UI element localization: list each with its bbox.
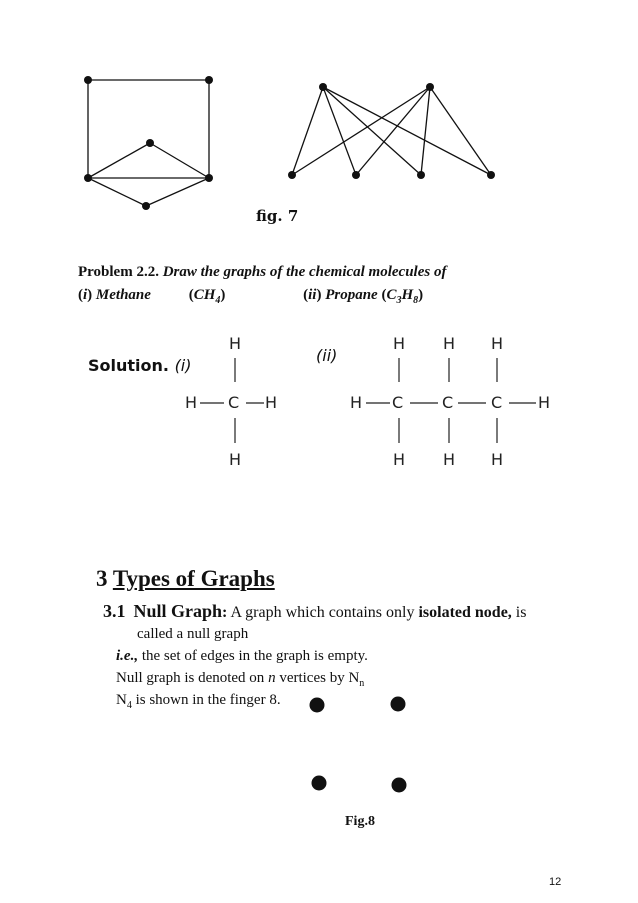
solution-part-2-label: (ii) [316,346,338,365]
propane-atom-h-top-1: H [393,334,406,353]
vertex [312,776,327,791]
vertex [310,698,325,713]
subsection-number: 3.1 [103,601,126,621]
subsection-text-bold: isolated node, [418,604,512,621]
propane-atom-c-1: C [392,393,404,412]
figure-7-caption: fig. 7 [256,207,299,225]
propane-atom-c-2: C [442,393,454,412]
methane-atom-h-bottom: H [229,450,242,469]
propane-atom-h-top-3: H [491,334,504,353]
propane-atom-h-left: H [350,393,363,412]
item-1-formula: $(CH_4)$ [188,287,226,306]
problem-label: Problem 2.2. [78,264,159,280]
section-number: 3 [96,566,108,591]
subsection-line-4: Null graph is denoted on n vertices by $N_n$ [116,670,365,689]
figure-8-caption: Fig.8 [345,814,375,829]
item-2-number: (ii) [303,287,322,303]
propane-atom-h-right: H [538,393,551,412]
subsection-line-3: i.e., the set of edges in the graph is empty. [116,648,368,664]
methane-atom-h-top: H [229,334,242,353]
subsection-line-2: called a null graph [137,626,249,642]
page-number: 12 [549,876,562,888]
subsection-text-b: is [515,604,527,621]
subsection-text-a: A graph which contains only [230,604,415,621]
methane-atom-c: C [228,393,240,412]
problem-text: Draw the graphs of the chemical molecules of [162,264,447,280]
propane-atom-c-3: C [491,393,503,412]
propane-atom-h-top-2: H [443,334,456,353]
propane-atom-h-bottom-3: H [491,450,504,469]
solution-label: Solution. (i) [88,356,192,375]
vertex [392,778,407,793]
item-2-formula: $(C_3H_8)$ [381,287,424,306]
subsection-null-graph: 3.1 Null Graph: A graph which contains only isolated node, is [103,601,527,621]
propane-atom-h-bottom-1: H [393,450,406,469]
item-1-number: (i) [78,287,93,303]
methane-atom-h-right: H [265,393,278,412]
item-2-name: Propane [325,287,378,303]
methane-atom-h-left: H [185,393,198,412]
propane-atom-h-bottom-2: H [443,450,456,469]
section-title: Types of Graphs [112,566,275,591]
vertex [391,697,406,712]
item-1-name: Methane [95,287,151,303]
ie-label: i.e., [116,648,139,664]
subsection-term: Null Graph [133,601,223,621]
subsection-line-5: $N_4$ is shown in the finger 8. [116,692,281,711]
